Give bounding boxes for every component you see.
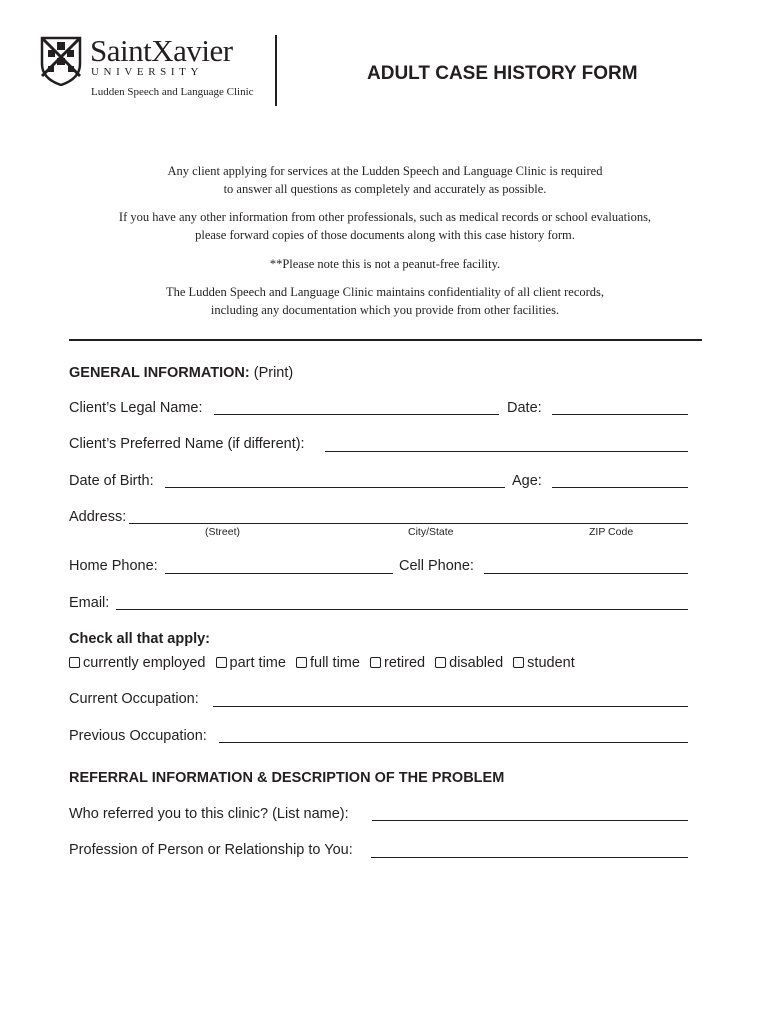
option-label: student [527,655,575,671]
option-retired[interactable] [370,655,425,671]
section-rule [69,339,702,341]
preferred-name-label: Client’s Preferred Name (if different): [69,436,305,452]
university-shield-logo [40,36,82,86]
intro-p1-line2: to answer all questions as completely and accurately as possible. [223,182,547,196]
peanut-note: **Please note this is not a peanut-free facility. [269,257,501,271]
current-occupation-field[interactable] [213,706,688,707]
profession-field[interactable] [371,857,688,858]
age-label: Age: [512,473,542,489]
referral-heading: REFERRAL INFORMATION & DESCRIPTION OF THE PROBLEM [69,770,505,786]
city-state-caption: City/State [408,526,454,538]
email-label: Email: [69,595,110,611]
address-label: Address: [69,509,127,525]
home-phone-label: Home Phone: [69,558,158,574]
option-label: currently employed [83,655,206,671]
option-disabled[interactable] [435,655,503,671]
checkbox-icon[interactable] [296,657,307,668]
brand-name: SaintXavier [90,33,233,68]
brand-university: UNIVERSITY [91,66,203,78]
intro-p2-line2: please forward copies of those documents along with this case history form. [195,228,575,242]
legal-name-field[interactable] [214,414,499,415]
previous-occupation-label: Previous Occupation: [69,728,207,744]
intro-paragraph-1 [70,162,700,198]
general-heading-note: (Print) [253,365,294,381]
employment-options [69,655,581,671]
date-field[interactable] [552,414,688,415]
check-all-heading: Check all that apply: [69,631,211,647]
intro-p2-line1: If you have any other information from other professionals, such as medical records or school evaluations, [118,210,652,224]
option-label: disabled [449,655,504,671]
intro-p1-line1: Any client applying for services at the Ludden Speech and Language Clinic is required [167,164,603,178]
who-referred-field[interactable] [372,820,688,821]
checkbox-icon[interactable] [370,657,381,668]
legal-name-label: Client’s Legal Name: [69,400,203,416]
address-field[interactable] [129,523,688,524]
general-heading-text: GENERAL INFORMATION: [69,365,250,381]
clinic-name: Ludden Speech and Language Clinic [91,86,254,98]
general-info-heading [69,365,293,381]
preferred-name-field[interactable] [325,451,688,452]
street-caption: (Street) [205,526,241,538]
form-title: ADULT CASE HISTORY FORM [367,63,638,84]
profession-label: Profession of Person or Relationship to You: [69,842,353,858]
home-phone-field[interactable] [165,573,393,574]
previous-occupation-field[interactable] [219,742,688,743]
cell-phone-field[interactable] [484,573,688,574]
option-student[interactable] [513,655,575,671]
cell-phone-label: Cell Phone: [399,558,474,574]
checkbox-icon[interactable] [216,657,227,668]
option-label: retired [383,655,426,671]
current-occupation-label: Current Occupation: [69,691,199,707]
intro-paragraph-2 [70,208,700,244]
checkbox-icon[interactable] [513,657,524,668]
age-field[interactable] [552,487,688,488]
intro-paragraph-4 [70,283,700,319]
option-label: part time [229,655,286,671]
intro-p4-line2: including any documentation which you provide from other facilities. [210,303,560,317]
dob-label: Date of Birth: [69,473,154,489]
intro-p4-line1: The Ludden Speech and Language Clinic maintains confidentiality of all client records, [165,285,605,299]
checkbox-icon[interactable] [435,657,446,668]
option-part-time[interactable] [216,655,286,671]
header-divider [275,35,277,106]
option-full-time[interactable] [296,655,360,671]
option-label: full time [309,655,360,671]
option-currently-employed[interactable] [69,655,206,671]
email-field[interactable] [116,609,688,610]
who-referred-label: Who referred you to this clinic? (List name): [69,806,349,822]
dob-field[interactable] [165,487,505,488]
checkbox-icon[interactable] [69,657,80,668]
date-label: Date: [507,400,542,416]
zip-caption: ZIP Code [589,526,634,538]
